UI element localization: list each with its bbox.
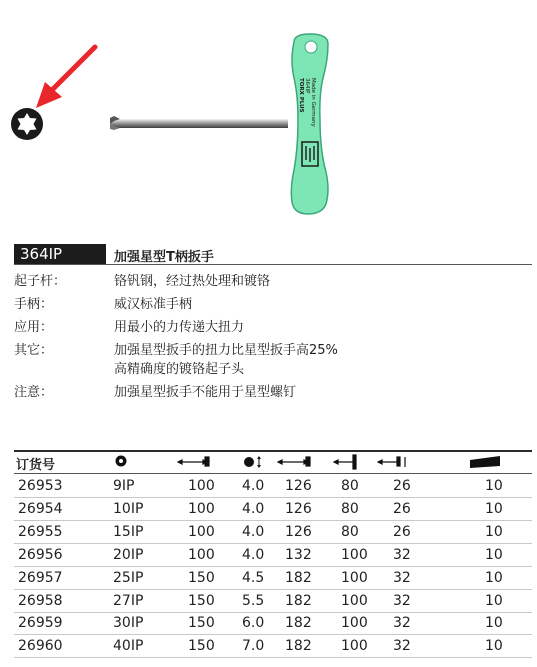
table-row [14,635,532,658]
diameter-cell: 7.0 [242,638,265,655]
handle-text-3: Made in Germany [310,78,316,127]
diameter-cell: 4.5 [242,569,265,586]
torx-profile-icon [11,108,43,140]
total-length-cell: 126 [285,523,312,540]
pack-quantity-cell: 10 [485,500,503,517]
size-cell: 20IP [113,546,144,563]
diameter-cell: 4.0 [242,500,265,517]
diameter-cell: 4.0 [242,523,265,540]
spec-value-other-1: 加强星型扳手的扭力比星型扳手高25% [114,343,338,358]
blade-length-cell: 100 [188,546,215,563]
handle-width-cell: 100 [341,638,368,655]
blade-length-cell: 150 [188,592,215,609]
handle-text-1: TORX PLUS [298,78,304,113]
handle-height-cell: 32 [393,546,411,563]
pack-quantity-cell: 10 [485,523,503,540]
product-code-badge: 364IP [14,244,106,265]
spec-value-application: 用最小的力传递大扭力 [114,320,245,335]
table-row [14,567,532,590]
diameter-cell: 6.0 [242,615,265,632]
pack-quantity-cell: 10 [485,569,503,586]
handle-height-cell: 32 [393,615,411,632]
table-row [14,521,532,544]
size-cell: 9IP [113,478,135,494]
diameter-cell: 4.0 [242,546,265,563]
t-handle [291,34,328,214]
blade-length-cell: 150 [188,615,215,632]
diameter-icon [244,456,261,468]
table-header-icons [0,452,537,473]
table-row [14,612,532,635]
handle-height-cell: 26 [393,500,411,517]
order-number-cell: 26960 [18,638,63,655]
order-number-cell: 26958 [18,592,63,609]
total-length-cell: 132 [285,546,312,563]
table-row [14,590,532,613]
product-title: 加强星型T柄扳手 [114,250,214,265]
pack-quantity-cell: 10 [485,478,503,494]
handle-width-cell: 100 [341,615,368,632]
blade-length-cell: 150 [188,569,215,586]
table-row [14,475,532,498]
pack-quantity-cell: 10 [485,615,503,632]
order-number-cell: 26957 [18,569,63,586]
size-cell: 10IP [113,500,144,517]
spec-label-handle: 手柄： [14,297,54,312]
total-length-cell: 182 [285,592,312,609]
size-cell: 15IP [113,523,144,540]
diameter-cell: 5.5 [242,592,265,609]
handle-width-cell: 100 [341,569,368,586]
handle-width-cell: 80 [341,500,359,517]
order-number-cell: 26953 [18,478,63,494]
spec-label-note: 注意： [14,385,54,400]
order-number-cell: 26956 [18,546,63,563]
blade-length-icon [178,457,209,466]
table-row [14,498,532,521]
total-length-cell: 126 [285,478,312,494]
handle-width-cell: 80 [341,523,359,540]
size-cell: 40IP [113,638,144,655]
product-illustration [0,0,537,225]
spec-value-handle: 威汉标准手柄 [114,297,193,312]
order-number-cell: 26955 [18,523,63,540]
handle-height-cell: 32 [393,569,411,586]
size-cell: 25IP [113,569,144,586]
spec-value-note: 加强星型扳手不能用于星型螺钉 [114,385,297,400]
wrench-shaft [110,116,288,130]
handle-width-cell: 100 [341,592,368,609]
table-header-rule [14,473,532,474]
order-number-header: 订货号 [16,458,56,473]
size-cell: 30IP [113,615,144,632]
order-number-cell: 26959 [18,615,63,632]
blade-length-cell: 100 [188,478,215,494]
spec-label-other: 其它： [14,343,54,358]
handle-height-icon [378,457,405,467]
handle-height-cell: 26 [393,523,411,540]
size-cell: 27IP [113,592,144,609]
handle-height-cell: 26 [393,478,411,494]
handle-width-icon [334,455,356,469]
red-arrow-icon [36,47,95,108]
spec-value-shaft: 铬钒钢，经过热处理和镀铬 [114,274,271,289]
total-length-cell: 126 [285,500,312,517]
blade-length-cell: 100 [188,523,215,540]
handle-width-cell: 80 [341,478,359,494]
blade-length-cell: 150 [188,638,215,655]
torx-icon [116,456,127,467]
pack-quantity-icon [470,456,500,468]
diameter-cell: 4.0 [242,478,265,494]
handle-width-cell: 100 [341,546,368,563]
handle-height-cell: 32 [393,638,411,655]
total-length-cell: 182 [285,638,312,655]
order-number-cell: 26954 [18,500,63,517]
handle-height-cell: 32 [393,592,411,609]
pack-quantity-cell: 10 [485,546,503,563]
header-divider [14,264,532,265]
total-length-icon [278,457,310,466]
blade-length-cell: 100 [188,500,215,517]
spec-value-other-2: 高精确度的镀铬起子头 [114,362,245,377]
handle-text-2: 364IP [304,78,310,94]
total-length-cell: 182 [285,615,312,632]
spec-label-application: 应用： [14,320,54,335]
pack-quantity-cell: 10 [485,592,503,609]
table-row [14,544,532,567]
spec-label-shaft: 起子杆： [14,274,67,289]
total-length-cell: 182 [285,569,312,586]
pack-quantity-cell: 10 [485,638,503,655]
